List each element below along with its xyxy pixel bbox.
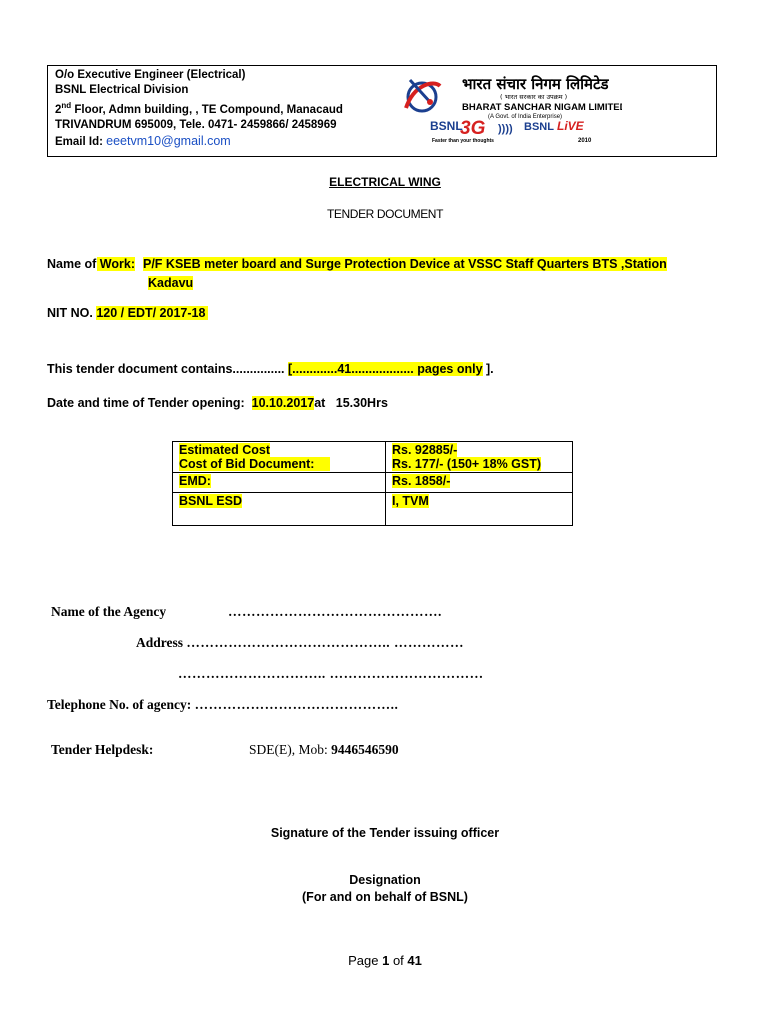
name-of-work-line-1 [47, 255, 717, 274]
logo-year: 2010 [578, 138, 592, 144]
agency-address-field-2[interactable]: ………………………….. …………………………… [178, 666, 484, 681]
on-behalf-label: (For and on behalf of BSNL) [302, 890, 468, 904]
logo-waves: )))) [498, 123, 513, 135]
name-of-work-label [47, 255, 143, 274]
opening-label: Date and time of Tender opening: [47, 396, 245, 410]
agency-phone-line [47, 697, 398, 713]
opening-time: 15.30Hrs [335, 396, 388, 410]
name-of-work-label-text: Name of Work: [47, 257, 135, 271]
bsnl-logo [400, 72, 622, 152]
pages-suffix: ]. [486, 362, 494, 376]
helpdesk-prefix: SDE(E), Mob: [249, 742, 328, 757]
email-label: Email Id: [55, 135, 103, 148]
agency-address-field[interactable]: …………………………………….. …………… [186, 635, 465, 650]
table-row [173, 473, 573, 493]
nit-line [47, 306, 208, 320]
address-line-1: O/o Executive Engineer (Electrical) [55, 69, 246, 81]
pages-contained-line [47, 362, 494, 376]
bid-cost-label: Cost of Bid Document: [179, 457, 330, 471]
logo-bsnl: BSNL [430, 119, 463, 133]
logo-company: BHARAT SANCHAR NIGAM LIMITED [462, 102, 622, 113]
page-current: 1 [382, 953, 390, 968]
agency-phone-label: Telephone No. of agency: [47, 697, 192, 712]
nit-number: 120 / EDT/ 2017-18 [96, 306, 208, 320]
estimated-cost-label-cell [173, 442, 386, 473]
email-link[interactable]: eeetvm10@gmail.com [106, 133, 231, 148]
electrical-wing-heading: ELECTRICAL WING [329, 175, 441, 189]
pages-only: pages only [417, 362, 483, 376]
agency-name-label: Name of the Agency [51, 604, 167, 619]
bid-cost-value: Rs. 177/- (150+ 18% GST) [392, 457, 542, 471]
tender-opening-line [47, 396, 388, 410]
logo-company-sub: (A Govt. of India Enterprise) [488, 114, 563, 120]
logo-hindi-sub: ( भारत सरकार का उपक्रम ) [500, 93, 568, 101]
estimated-cost-value: Rs. 92885/- [392, 443, 458, 457]
bsnl-emblem-icon [406, 80, 440, 111]
signature-title: Signature of the Tender issuing officer [270, 826, 500, 840]
floor-number: 2 [55, 104, 62, 117]
floor-address: Floor, Admn building, , TE Compound, Manacaud [74, 104, 343, 117]
estimated-cost-value-cell [386, 442, 573, 473]
esd-value-cell [386, 493, 573, 526]
floor-suffix: nd [61, 101, 72, 111]
logo-live: LiVE [557, 119, 584, 133]
opening-at: at [314, 396, 326, 410]
name-of-work-line-2 [47, 274, 717, 293]
page-of: of [392, 953, 404, 968]
table-row [173, 493, 573, 526]
pages-count [288, 362, 483, 376]
helpdesk-mobile: 9446546590 [331, 742, 399, 757]
agency-address-label: Address [136, 635, 184, 650]
name-of-work-value-1: P/F KSEB meter board and Surge Protection Device at VSSC Staff Quarters BTS ,Station [143, 257, 667, 271]
emd-value: Rs. 1858/- [392, 474, 451, 488]
pages-prefix: This tender document contains............... [47, 362, 285, 376]
logo-live-bsnl: BSNL [524, 121, 554, 133]
address-line-2: BSNL Electrical Division [55, 84, 189, 97]
logo-tagline: Faster than your thoughts [432, 138, 494, 144]
pages-count-text: [.............41.................. [288, 362, 414, 376]
esd-value: I, TVM [392, 494, 429, 508]
agency-address-line [136, 635, 464, 651]
emd-label-cell [173, 473, 386, 493]
office-address [55, 68, 343, 150]
page-prefix: Page [348, 953, 379, 968]
page-total: 41 [407, 953, 422, 968]
address-line-3 [55, 98, 343, 118]
nit-label: NIT NO. [47, 306, 93, 320]
name-of-work [47, 255, 717, 293]
logo-3g: 3G [460, 118, 486, 139]
table-row [173, 442, 573, 473]
esd-label-cell [173, 493, 386, 526]
name-of-work-value-2: Kadavu [148, 276, 194, 290]
agency-phone-field[interactable]: …………………………………….. [194, 697, 399, 712]
bsnl-logo-graphic [400, 72, 622, 152]
opening-date: 10.10.2017 [251, 396, 315, 410]
helpdesk-contact [249, 742, 399, 758]
helpdesk-label: Tender Helpdesk: [51, 742, 154, 757]
designation-label: Designation [349, 873, 421, 887]
address-line-4: TRIVANDRUM 695009, Tele. 0471- 2459866/ 2458969 [55, 119, 337, 132]
page-number [0, 953, 770, 968]
logo-hindi: भारत संचार निगम लिमिटेड [462, 75, 609, 93]
agency-name-field[interactable]: ………………………………………. [228, 604, 442, 619]
emd-value-cell [386, 473, 573, 493]
estimated-cost-label: Estimated Cost [179, 443, 270, 457]
tender-document-heading: TENDER DOCUMENT [327, 207, 443, 221]
email-line [55, 134, 343, 150]
emd-label: EMD: [179, 474, 211, 488]
cost-table [172, 441, 573, 526]
esd-label: BSNL ESD [179, 494, 242, 508]
